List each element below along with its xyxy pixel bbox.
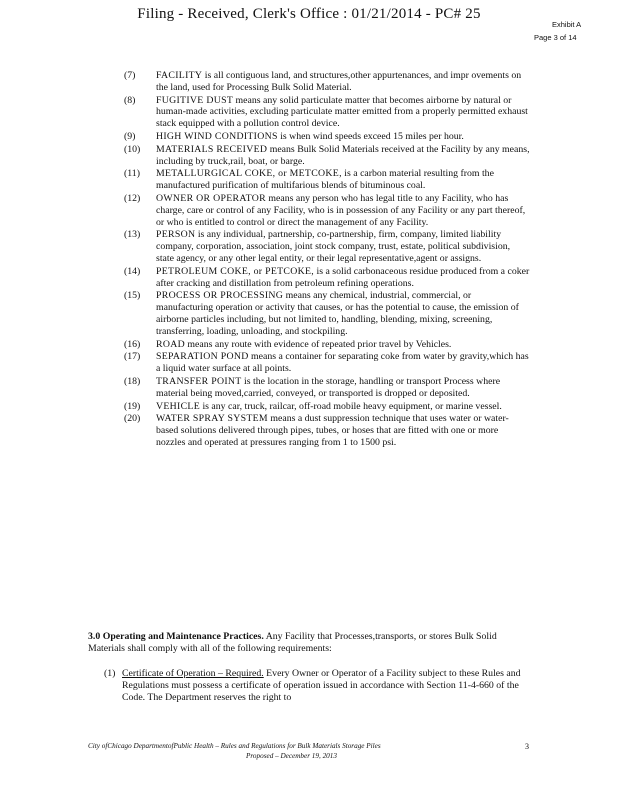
definition-item <box>120 193 530 228</box>
definition-text: is the location in the storage, handling or transport Process where material being moved,carried, conveyed, or transported is dropped or deposited. <box>156 375 501 399</box>
definition-item <box>120 401 530 413</box>
definition-term: HIGH WIND CONDITIONS <box>156 130 278 142</box>
definition-text: is a solid carbonaceous residue produced from a coker after cracking and distillation from petroleum refining operations. <box>156 265 530 289</box>
definition-number: (8) <box>124 94 136 106</box>
definition-term: METALLURGICAL COKE, or METCOKE, <box>156 168 342 180</box>
definition-text: means any chemical, industrial, commercial, or manufacturing operation or activity that causes, or has the potential to cause, the emission of airborne particles including, but not limited to, handling, blending, mixing, screening, transferring, loading, unloading, and stockpiling. <box>156 290 519 337</box>
definition-number: (14) <box>124 265 141 277</box>
requirement-item-text: Every Owner or Operator of a Facility subject to these Rules and Regulations must possess a certificate of operation issued in accordance with Section 11-4-660 of the Code. The Department reserves the right to <box>122 668 521 703</box>
section-3-text: Any Facility that Processes,transports, or stores Bulk Solid Materials shall comply with all of the following requirements: <box>88 631 497 654</box>
definition-number: (13) <box>124 229 141 241</box>
definition-item <box>120 95 530 130</box>
definition-item <box>120 70 530 94</box>
definition-term: FUGITIVE DUST <box>156 94 234 106</box>
definition-number: (12) <box>124 192 141 204</box>
definition-number: (17) <box>124 351 141 363</box>
definition-text: is when wind speeds exceed 15 miles per hour. <box>277 130 464 142</box>
footer-date: Proposed – December 19, 2013 <box>246 752 337 760</box>
section-3-heading: 3.0 Operating and Maintenance Practices. <box>88 631 264 642</box>
definition-number: (10) <box>124 143 141 155</box>
definition-term: PERSON <box>156 229 196 241</box>
definition-term: SEPARATION POND <box>156 351 249 363</box>
definition-item <box>120 376 530 400</box>
definition-term: PROCESS OR PROCESSING <box>156 290 284 302</box>
requirement-item-1 <box>104 668 524 704</box>
definition-text: is a carbon material resulting from the manufactured purification of multifarious blends of bituminous coal. <box>156 168 494 192</box>
requirement-item-title: Certificate of Operation – Required. <box>122 668 264 679</box>
definition-number: (15) <box>124 290 141 302</box>
definition-text: is any car, truck, railcar, off-road mobile heavy equipment, or marine vessel. <box>200 400 502 412</box>
definition-term: WATER SPRAY SYSTEM <box>156 413 268 425</box>
definition-text: means a container for separating coke from water by gravity,which has a liquid water surface at all points. <box>156 351 529 375</box>
definition-item <box>120 131 530 143</box>
definition-term: ROAD <box>156 338 185 350</box>
definition-term: TRANSFER POINT <box>156 375 242 387</box>
definition-number: (16) <box>124 338 141 350</box>
definition-item <box>120 266 530 290</box>
page-number: 3 <box>525 742 529 751</box>
definition-term: VEHICLE <box>156 400 200 412</box>
definition-item <box>120 413 530 448</box>
definition-item <box>120 290 530 337</box>
footer-title: City ofChicago DepartmentofPublic Health – Rules and Regulations for Bulk Materials Storage Piles <box>88 742 381 750</box>
definition-term: OWNER OR OPERATOR <box>156 192 266 204</box>
definition-term: PETROLEUM COKE, or PETCOKE, <box>156 265 315 277</box>
definition-text: means a dust suppression technique that uses water or water-based solutions delivered through pipes, tubes, or hoses that are fitted with one or more nozzles and operated at pressures ranging from 1 to 1500 psi. <box>156 413 509 448</box>
definition-text: means any route with evidence of repeated prior travel by Vehicles. <box>184 338 452 350</box>
definition-text: means any person who has legal title to any Facility, who has charge, care or control of any Facility, who is in possession of any Facility or any part thereof, or who is entitled to control or direct the management of any Facility. <box>156 192 526 228</box>
exhibit-label: Exhibit A <box>552 20 582 29</box>
definition-number: (9) <box>124 130 136 142</box>
definition-text: is all contiguous land, and structures,other appurtenances, and impr ovements on the land, used for Processing Bulk Solid Material. <box>156 70 522 93</box>
section-3-paragraph <box>88 631 518 655</box>
definition-number: (19) <box>124 400 141 412</box>
definition-number: (7) <box>124 70 136 81</box>
definition-text: is any individual, partnership, co-partnership, firm, company, limited liability company, corporation, association, joint stock company, trust, estate, political subdivision, state agency, or any other legal entity, or their legal representative,agent or assigns. <box>156 229 511 264</box>
definition-number: (18) <box>124 375 141 387</box>
definition-term: MATERIALS RECEIVED <box>156 143 268 155</box>
definition-item <box>120 351 530 375</box>
definition-term: FACILITY <box>156 70 203 81</box>
definition-item <box>120 168 530 192</box>
definition-text: means Bulk Solid Materials received at the Facility by any means, including by truck,rail, boat, or barge. <box>156 143 530 167</box>
definition-item <box>120 144 530 168</box>
definition-number: (20) <box>124 413 141 425</box>
page-of-label: Page 3 of 14 <box>534 33 577 42</box>
definitions-list <box>120 70 530 450</box>
definition-item <box>120 229 530 264</box>
requirement-item-number: (1) <box>104 668 116 679</box>
definition-text: means any solid particulate matter that becomes airborne by natural or human-made activities, excluding particulate matter emitted from a properly permitted exhaust stack equipped with a pollution control device. <box>156 94 528 130</box>
filing-stamp-header: Filing - Received, Clerk's Office : 01/21/2014 - PC# 25 <box>137 6 481 22</box>
definition-item <box>120 339 530 351</box>
definition-number: (11) <box>124 168 140 180</box>
